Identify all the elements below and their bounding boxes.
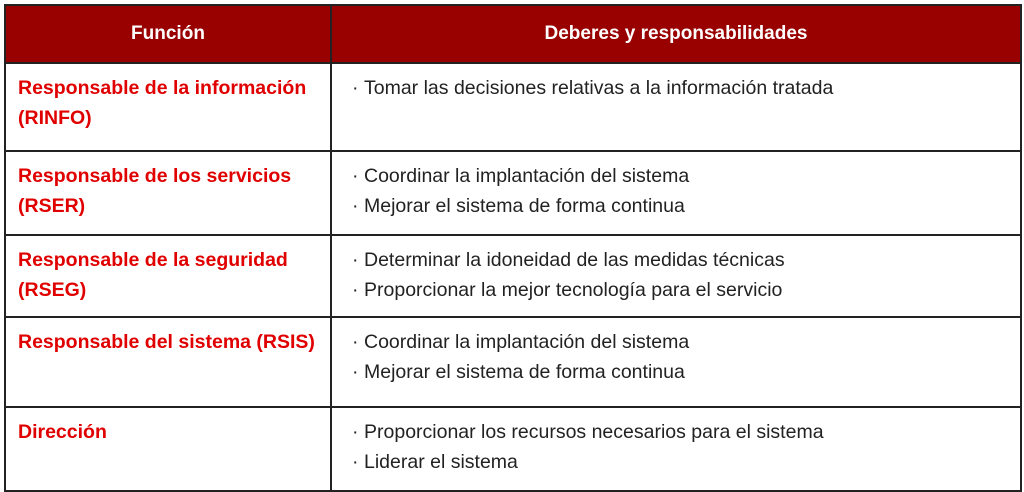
table-row [5, 407, 1021, 491]
duties-cell [331, 317, 1021, 407]
table-row [5, 151, 1021, 235]
duty-text: Proporcionar la mejor tecnología para el servicio [364, 279, 783, 301]
bullet-icon: · [352, 331, 359, 353]
duties-cell [331, 63, 1021, 151]
bullet-icon: · [352, 195, 359, 217]
table-row [5, 235, 1021, 317]
header-duties: Deberes y responsabilidades [331, 5, 1021, 63]
duty-item [352, 191, 1012, 221]
duties-cell [331, 151, 1021, 235]
table-row [5, 317, 1021, 407]
bullet-icon: · [352, 451, 359, 473]
duty-item [352, 245, 1012, 275]
bullet-icon: · [352, 279, 359, 301]
duty-text: Liderar el sistema [364, 451, 518, 473]
duty-item [352, 327, 1012, 357]
duties-cell [331, 235, 1021, 317]
duty-item [352, 447, 1012, 477]
duty-text: Proporcionar los recursos necesarios para el sistema [364, 421, 824, 443]
bullet-icon: · [352, 249, 359, 271]
table-row [5, 63, 1021, 151]
duty-text: Mejorar el sistema de forma continua [364, 195, 685, 217]
role-cell: Responsable de los servicios (RSER) [5, 151, 331, 235]
duties-cell [331, 407, 1021, 491]
duty-item [352, 417, 1012, 447]
duty-text: Mejorar el sistema de forma continua [364, 361, 685, 383]
duty-text: Coordinar la implantación del sistema [364, 331, 690, 353]
bullet-icon: · [352, 361, 359, 383]
header-function: Función [5, 5, 331, 63]
bullet-icon: · [352, 77, 359, 99]
duty-text: Coordinar la implantación del sistema [364, 165, 690, 187]
role-cell: Responsable de la información (RINFO) [5, 63, 331, 151]
table-header-row [5, 5, 1021, 63]
role-cell: Responsable de la seguridad (RSEG) [5, 235, 331, 317]
duty-item [352, 161, 1012, 191]
duty-item [352, 73, 1012, 103]
roles-table [4, 4, 1022, 492]
duty-text: Tomar las decisiones relativas a la información tratada [364, 77, 834, 99]
duty-item [352, 275, 1012, 305]
duty-item [352, 357, 1012, 387]
bullet-icon: · [352, 165, 359, 187]
roles-table-container [4, 4, 1020, 488]
role-cell: Responsable del sistema (RSIS) [5, 317, 331, 407]
bullet-icon: · [352, 421, 359, 443]
duty-text: Determinar la idoneidad de las medidas técnicas [364, 249, 785, 271]
role-cell: Dirección [5, 407, 331, 491]
